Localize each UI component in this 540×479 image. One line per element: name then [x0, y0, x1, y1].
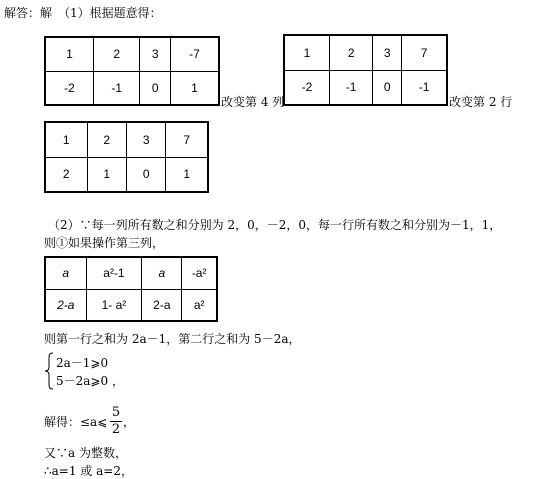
table-cell: 3 — [373, 35, 402, 70]
table-cell: 1- a² — [86, 289, 142, 321]
table-cell: 2 — [45, 157, 87, 192]
table-cell: -1 — [329, 70, 373, 105]
table-row — [284, 70, 447, 105]
operation-label-1: 改变第 4 列 — [221, 95, 285, 109]
table-row — [45, 157, 208, 192]
table-cell: 2-a — [142, 289, 182, 321]
table-cell: 0 — [126, 157, 165, 192]
table-cell: 0 — [373, 70, 402, 105]
table-cell: a — [142, 257, 182, 289]
table-cell: -1 — [93, 71, 139, 105]
table-cell: 1 — [87, 157, 126, 192]
table-cell: -1 — [402, 70, 447, 105]
table-cell: 7 — [166, 122, 208, 157]
fraction-numerator: 5 — [111, 405, 121, 420]
table-cell: 1 — [45, 122, 87, 157]
conclusion: ∴a=1 或 a=2， — [44, 464, 133, 478]
table-initial — [44, 36, 220, 106]
part2-case: 则①如果操作第三列， — [44, 236, 165, 250]
table-cell: -2 — [284, 70, 329, 105]
solve-punctuation: ， — [123, 415, 136, 429]
table-final-part1 — [44, 121, 209, 193]
table-row — [284, 35, 447, 70]
table-cell: -a² — [182, 257, 217, 289]
table-cell: -7 — [171, 37, 219, 71]
table-cell: 3 — [126, 122, 165, 157]
brace-icon — [44, 352, 54, 390]
table-cell: 1 — [166, 157, 208, 192]
table-after-column-change — [283, 34, 448, 106]
fraction-denominator: 2 — [111, 422, 121, 437]
table-cell: 3 — [140, 37, 171, 71]
table-cell: 7 — [402, 35, 447, 70]
table-cell: a² — [182, 289, 217, 321]
table-row — [45, 122, 208, 157]
table-cell: 1 — [45, 37, 93, 71]
table-cell: 1 — [284, 35, 329, 70]
table-cell: a²-1 — [86, 257, 142, 289]
table-cell: 1 — [171, 71, 219, 105]
integer-condition: 又∵a 为整数， — [44, 446, 127, 460]
table-row — [45, 71, 219, 105]
answer-header: 解答：解 （1）根据题意得： — [4, 6, 162, 20]
table-cell: -2 — [45, 71, 93, 105]
table-row — [45, 257, 217, 289]
inequality-1: 2a－1⩾0 — [56, 356, 109, 370]
table-cell: 2 — [329, 35, 373, 70]
row-sum-statement: 则第一行之和为 2a－1，第二行之和为 5－2a， — [44, 332, 301, 346]
part2-statement: （2）∵每一列所有数之和分别为 2，0，－2，0，每一行所有数之和分别为－1，1， — [48, 218, 502, 232]
operation-label-2: 改变第 2 行 — [449, 95, 513, 109]
table-cell: 2-a — [45, 289, 86, 321]
system-punctuation: ， — [112, 374, 125, 388]
table-cell: a — [45, 257, 86, 289]
table-row — [45, 37, 219, 71]
table-cell: 2 — [93, 37, 139, 71]
table-cell: 2 — [87, 122, 126, 157]
table-row — [45, 289, 217, 321]
table-cell: 0 — [140, 71, 171, 105]
inequality-2: 5－2a⩾0 — [56, 374, 109, 388]
table-variable — [44, 256, 218, 322]
solve-prefix: 解得：≤a⩽ — [44, 415, 108, 429]
